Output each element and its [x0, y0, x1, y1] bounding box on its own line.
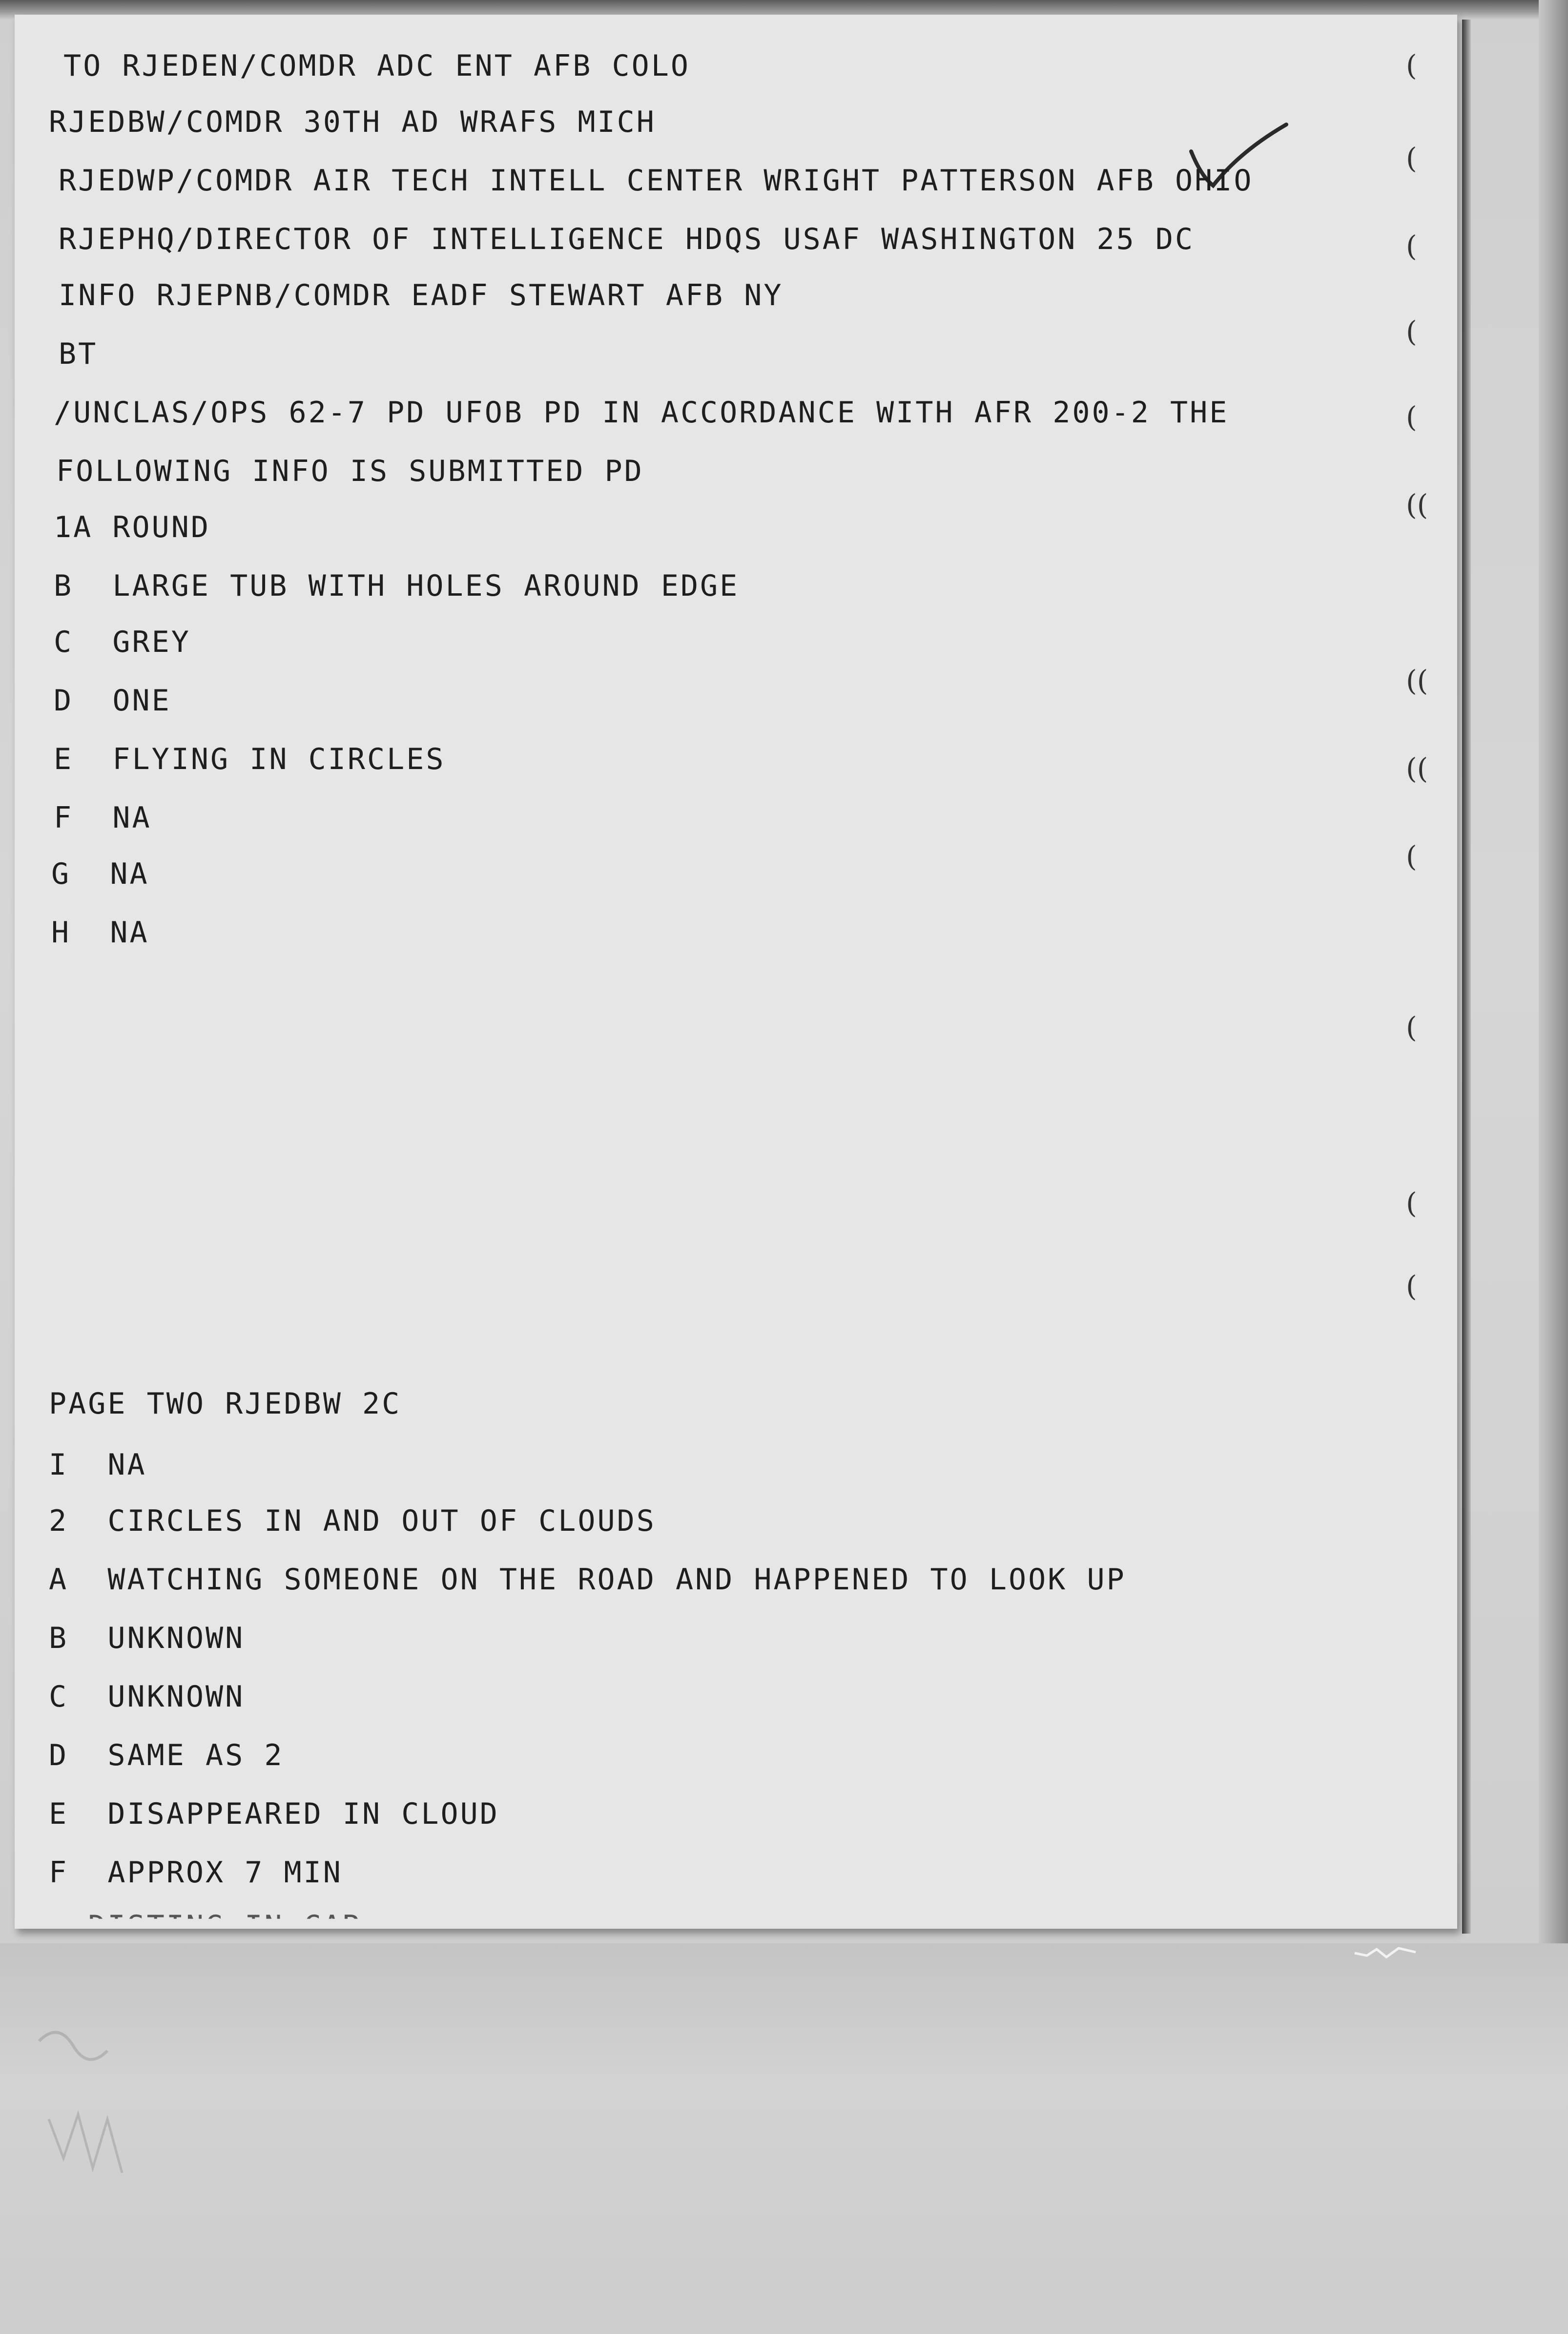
address-line: RJEPHQ/DIRECTOR OF INTELLIGENCE HDQS USAF WASHINGTON 25 DC — [59, 222, 1195, 256]
report-item: B LARGE TUB WITH HOLES AROUND EDGE — [54, 569, 740, 603]
binder-mark: (( — [1406, 752, 1428, 785]
binder-mark: (( — [1406, 664, 1428, 697]
report-item: G NA — [51, 857, 149, 891]
binder-mark: ( — [1406, 49, 1417, 82]
page-two-header: PAGE TWO RJEDBW 2C — [49, 1387, 402, 1421]
binder-mark: ( — [1406, 1270, 1417, 1303]
address-to-line: TO RJEDEN/COMDR ADC ENT AFB COLO — [63, 49, 690, 83]
report-item: 1A ROUND — [54, 510, 210, 544]
binder-mark: ( — [1406, 315, 1417, 348]
binder-mark: ( — [1406, 1187, 1417, 1220]
report-item: A WATCHING SOMEONE ON THE ROAD AND HAPPENED TO LOOK UP — [49, 1563, 1126, 1597]
info-address-line: INFO RJEPNB/COMDR EADF STEWART AFB NY — [59, 278, 784, 313]
subject-line: /UNCLAS/OPS 62-7 PD UFOB PD IN ACCORDANCE WITH AFR 200-2 THE — [54, 396, 1229, 430]
subject-line: FOLLOWING INFO IS SUBMITTED PD — [56, 454, 644, 488]
binder-mark: ( — [1406, 400, 1417, 434]
report-item: C UNKNOWN — [49, 1680, 245, 1714]
report-item: I NA — [49, 1448, 147, 1482]
report-item: F NA — [54, 801, 152, 835]
break-line: BT — [59, 337, 98, 371]
report-item: F APPROX 7 MIN — [49, 1855, 343, 1890]
report-item: C GREY — [54, 625, 191, 659]
report-item: E FLYING IN CIRCLES — [54, 742, 446, 776]
report-item: B UNKNOWN — [49, 1621, 245, 1655]
address-line: RJEDWP/COMDR AIR TECH INTELL CENTER WRIGHT PATTERSON AFB OHIO — [59, 164, 1254, 198]
binder-mark: (( — [1406, 488, 1428, 521]
binder-mark: ( — [1406, 229, 1417, 263]
report-item: 2 CIRCLES IN AND OUT OF CLOUDS — [49, 1504, 656, 1538]
report-item: E DISAPPEARED IN CLOUD — [49, 1797, 499, 1831]
binder-mark: ( — [1406, 1011, 1417, 1044]
address-line: RJEDBW/COMDR 30TH AD WRAFS MICH — [49, 105, 656, 139]
binder-mark: ( — [1406, 840, 1417, 873]
binder-mark: ( — [1406, 142, 1417, 175]
report-item: D SAME AS 2 — [49, 1738, 284, 1772]
corner-pen-mark — [1352, 1943, 1421, 1963]
report-item: H NA — [51, 916, 149, 950]
report-item: D ONE — [54, 684, 171, 718]
